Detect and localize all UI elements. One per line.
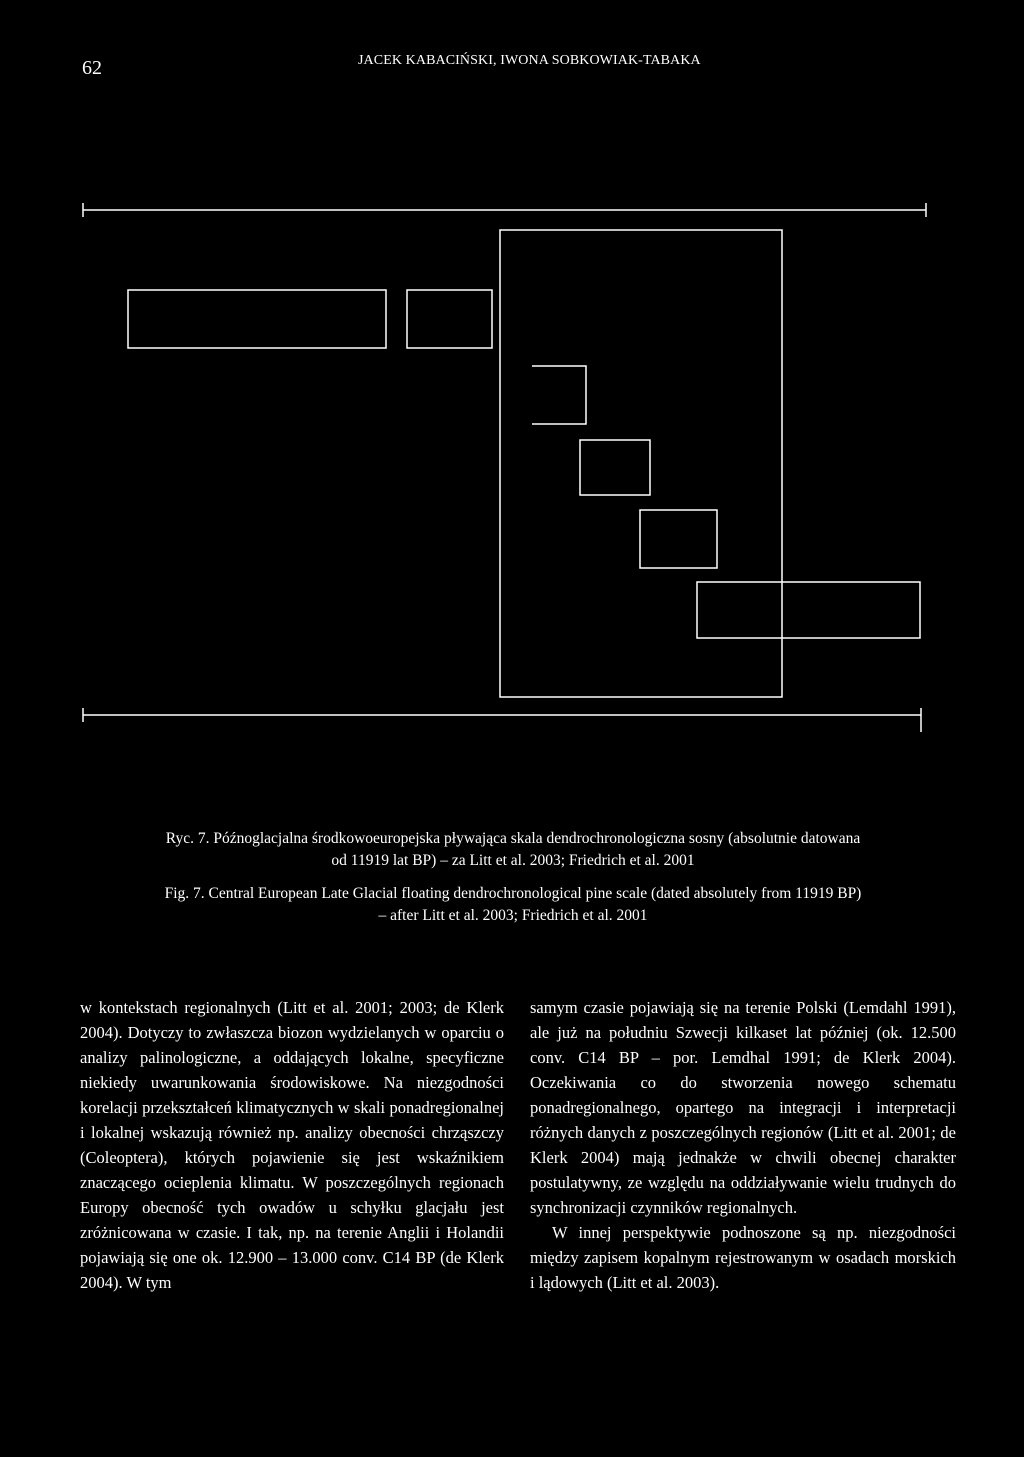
body-column-right	[530, 995, 956, 1295]
caption-pl-line-2: od 11919 lat BP) – za Litt et al. 2003; Friedrich et al. 2001	[331, 852, 695, 869]
caption-en-line-1: Fig. 7. Central European Late Glacial floating dendrochronological pine scale (dated absolutely from 11919 BP)	[164, 885, 862, 902]
body-paragraph: w kontekstach regionalnych (Litt et al. 2001; 2003; de Klerk 2004). Dotyczy to zwłaszcza biozon wydzielanych w oparciu o analizy palinologiczne, a oddających lokalne, specyficzne niekiedy uwarunkowania środowiskowe. Na niezgodności korelacji przekształceń klimatycznych w skali ponadregionalnej i lokalnej wskazują również np. analizy obecności chrząszczy (Coleoptera), których pojawienie się jest wskaźnikiem znaczącego ocieplenia klimatu. W poszczególnych regionach Europy obecność tych owadów u schyłku glacjału jest zróżnicowana w czasie. I tak, np. na terenie Anglii i Holandii pojawiają się one ok. 12.900 – 13.000 conv. C14 BP (de Klerk 2004). W tym	[80, 998, 504, 1292]
caption-en-line-2: – after Litt et al. 2003; Friedrich et al. 2001	[378, 907, 648, 924]
chronology-block-6	[697, 582, 920, 638]
body-paragraph: W innej perspektywie podnoszone są np. niezgodności między zapisem kopalnym rejestrowanym w osadach morskich i lądowych (Litt et al. 2003).	[530, 1223, 956, 1292]
body-column-left	[80, 995, 504, 1295]
figure-caption-pl	[80, 828, 946, 872]
chronology-block-4	[580, 440, 650, 495]
page-number: 62	[82, 57, 102, 79]
chronology-block-1	[128, 290, 386, 348]
running-head: JACEK KABACIŃSKI, IWONA SOBKOWIAK-TABAKA	[358, 53, 701, 68]
figure-caption-en	[80, 883, 946, 927]
chronology-block-large	[500, 230, 782, 697]
chronology-block-2	[407, 290, 492, 348]
caption-pl-line-1: Ryc. 7. Późnoglacjalna środkowoeuropejska pływająca skala dendrochronologiczna sosny (absolutnie datowana	[165, 830, 861, 847]
body-paragraph: samym czasie pojawiają się na terenie Polski (Lemdahl 1991), ale już na południu Szwecji kilkaset lat później (ok. 12.500 conv. C14 BP – por. Lemdhal 1991; de Klerk 2004). Oczekiwania co do stworzenia nowego schematu ponadregionalnego, opartego na integracji i interpretacji różnych danych z poszczególnych regionów (Litt et al. 2001; de Klerk 2004) mają jednakże w chwili obecnej charakter postulatywny, ze względu na oddziaływanie wielu trudnych do synchronizacji czynników regionalnych.	[530, 998, 956, 1217]
chronology-block-3	[532, 366, 586, 424]
chronology-block-5	[640, 510, 717, 568]
